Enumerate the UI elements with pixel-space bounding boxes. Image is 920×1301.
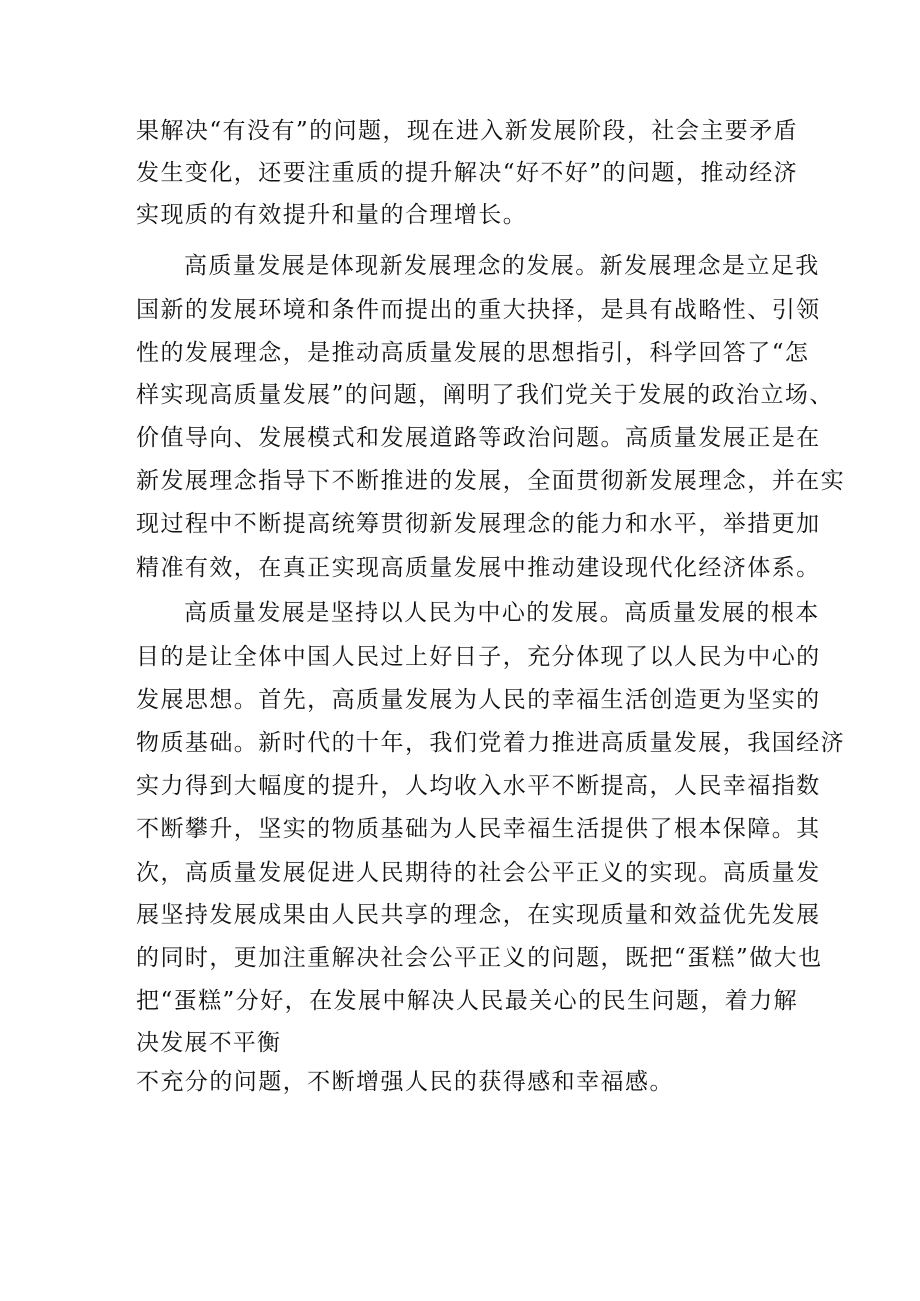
- paragraph-2-line-6: 新发展理念指导下不断推进的发展，全面贯彻新发展理念，并在实: [136, 468, 846, 494]
- paragraph-2-line-7: 现过程中不断提高统筹贯彻新发展理念的能力和水平，举措更加: [136, 511, 821, 537]
- paragraph-2-line-8: 精准有效，在真正实现高质量发展中推动建设现代化经济体系。: [136, 555, 821, 581]
- paragraph-3-line-10: 把“蛋糕”分好，在发展中解决人民最关心的民生问题，着力解: [136, 988, 799, 1014]
- paragraph-3-line-2: 目的是让全体中国人民过上好日子，充分体现了以人民为中心的: [136, 644, 821, 670]
- paragraph-2-line-4: 样实现高质量发展”的问题，阐明了我们党关于发展的政治立场、: [136, 382, 834, 408]
- paragraph-3-line-5: 实力得到大幅度的提升，人均收入水平不断提高，人民幸福指数: [136, 773, 821, 799]
- paragraph-1-line-3: 实现质的有效提升和量的合理增长。: [136, 202, 528, 228]
- paragraph-3-line-9: 的同时，更加注重解决社会公平正义的问题，既把“蛋糕”做大也: [136, 945, 823, 971]
- paragraph-3-line-3: 发展思想。首先，高质量发展为人民的幸福生活创造更为坚实的: [136, 687, 821, 713]
- paragraph-1-line-2: 发生变化，还要注重质的提升解决“好不好”的问题，推动经济: [136, 160, 799, 186]
- paragraph-2-line-1: 高质量发展是体现新发展理念的发展。新发展理念是立足我: [184, 253, 820, 279]
- paragraph-3-line-1: 高质量发展是坚持以人民为中心的发展。高质量发展的根本: [184, 600, 820, 626]
- paragraph-3-line-12: 不充分的问题，不断增强人民的获得感和幸福感。: [136, 1069, 674, 1095]
- paragraph-2-line-5: 价值导向、发展模式和发展道路等政治问题。高质量发展正是在: [136, 425, 821, 451]
- paragraph-3-line-4: 物质基础。新时代的十年，我们党着力推进高质量发展，我国经济: [136, 730, 846, 756]
- paragraph-3-line-6: 不断攀升，坚实的物质基础为人民幸福生活提供了根本保障。其: [136, 816, 821, 842]
- paragraph-1-line-1: 果解决“有没有”的问题，现在进入新发展阶段，社会主要矛盾: [136, 118, 799, 144]
- paragraph-3-line-11: 决发展不平衡: [136, 1030, 282, 1056]
- paragraph-3-line-7: 次，高质量发展促进人民期待的社会公平正义的实现。高质量发: [136, 860, 821, 886]
- paragraph-3-line-8: 展坚持发展成果由人民共享的理念，在实现质量和效益优先发展: [136, 902, 821, 928]
- paragraph-2-line-2: 国新的发展环境和条件而提出的重大抉择，是具有战略性、引领: [136, 297, 821, 323]
- paragraph-2-line-3: 性的发展理念，是推动高质量发展的思想指引，科学回答了“怎: [136, 340, 810, 366]
